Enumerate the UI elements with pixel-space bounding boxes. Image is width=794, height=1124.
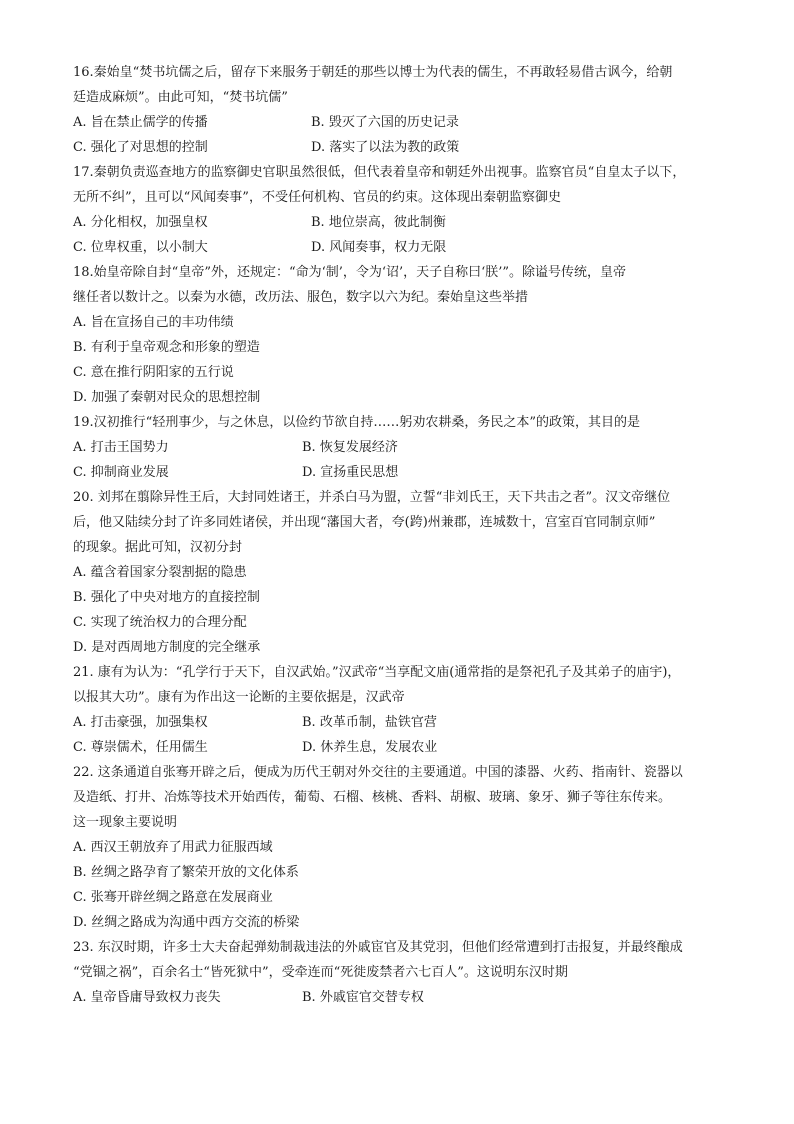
option-c[interactable]: C. 抑制商业发展 <box>73 465 169 480</box>
option-b[interactable]: B. 地位崇高，彼此制衡 <box>311 215 446 230</box>
option-a[interactable]: A. 打击豪强，加强集权 <box>73 715 208 730</box>
option-c[interactable]: C. 张骞开辟丝绸之路意在发展商业 <box>73 890 273 905</box>
question-stem-line: 廷造成麻烦”。由此可知，“焚书坑儒” <box>73 90 288 105</box>
option-d[interactable]: D. 加强了秦朝对民众的思想控制 <box>73 390 261 405</box>
question-stem-line: 及造纸、打井、冶炼等技术开始西传，葡萄、石榴、核桃、香料、胡椒、玻璃、象牙、狮子等往东传来。 <box>73 790 672 805</box>
question-stem-line: 16.秦始皇“焚书坑儒之后，留存下来服务于朝廷的那些以博士为代表的儒生，不再敢轻易借古讽今，给朝 <box>73 65 673 80</box>
option-b[interactable]: B. 丝绸之路孕育了繁荣开放的文化体系 <box>73 865 299 880</box>
option-b[interactable]: B. 毁灭了六国的历史记录 <box>311 115 459 130</box>
option-c[interactable]: C. 意在推行阴阳家的五行说 <box>73 365 234 380</box>
question-stem-line: 继任者以数计之。以秦为水德，改历法、服色，数字以六为纪。秦始皇这些举措 <box>73 290 529 305</box>
question-stem-line: 的现象。据此可知，汉初分封 <box>73 540 243 555</box>
option-d[interactable]: D. 风闻奏事，权力无限 <box>311 240 447 255</box>
option-a[interactable]: A. 蕴含着国家分裂割据的隐患 <box>73 565 247 580</box>
question-stem-line: 无所不纠”，且可以“风闻奏事”，不受任何机构、官员的约束。这体现出秦朝监察御史 <box>73 190 561 205</box>
question-stem-line: 17.秦朝负责巡查地方的监察御史官职虽然很低，但代表着皇帝和朝廷外出视事。监察官员“自皇太子以下， <box>73 165 686 180</box>
option-b[interactable]: B. 恢复发展经济 <box>302 440 398 455</box>
option-c[interactable]: C. 实现了统治权力的合理分配 <box>73 615 247 630</box>
option-b[interactable]: B. 有利于皇帝观念和形象的塑造 <box>73 340 260 355</box>
question-stem-line: 21. 康有为认为：“孔学行于天下，自汉武始。”汉武帝“当享配文庙(通常指的是祭祀孔子及其弟子的庙宇)， <box>73 665 681 680</box>
option-d[interactable]: D. 是对西周地方制度的完全继承 <box>73 640 261 655</box>
option-a[interactable]: A. 皇帝昏庸导致权力丧失 <box>73 990 221 1005</box>
option-b[interactable]: B. 外戚宦官交替专权 <box>302 990 424 1005</box>
option-d[interactable]: D. 落实了以法为教的政策 <box>311 140 460 155</box>
option-c[interactable]: C. 尊崇儒术，任用儒生 <box>73 740 208 755</box>
question-stem-line: 这一现象主要说明 <box>73 815 178 830</box>
question-stem-line: 18.始皇帝除自封“皇帝”外，还规定：“命为‘制’，令为‘诏’，天子自称曰‘朕’”。除谥号传统，皇帝 <box>73 265 627 280</box>
question-stem-line: 19.汉初推行“轻刑事少，与之休息，以俭约节欲自持……躬劝农耕桑，务民之本”的政策，其目的是 <box>73 415 640 430</box>
option-b[interactable]: B. 强化了中央对地方的直接控制 <box>73 590 260 605</box>
option-a[interactable]: A. 分化相权，加强皇权 <box>73 215 208 230</box>
option-a[interactable]: A. 旨在禁止儒学的传播 <box>73 115 208 130</box>
option-d[interactable]: D. 丝绸之路成为沟通中西方交流的桥梁 <box>73 915 300 930</box>
question-stem-line: 以报其大功”。康有为作出这一论断的主要依据是，汉武帝 <box>73 690 405 705</box>
option-a[interactable]: A. 打击王国势力 <box>73 440 169 455</box>
question-stem-line: 22. 这条通道自张骞开辟之后，便成为历代王朝对外交往的主要通道。中国的漆器、火药、指南针、瓷器以 <box>73 765 683 780</box>
option-c[interactable]: C. 位卑权重，以小制大 <box>73 240 208 255</box>
question-stem-line: “党锢之祸”，百余名士“皆死狱中”，受牵连而“死徙废禁者六七百人”。这说明东汉时期 <box>73 965 568 980</box>
option-b[interactable]: B. 改革币制，盐铁官营 <box>302 715 437 730</box>
option-a[interactable]: A. 西汉王朝放弃了用武力征服西域 <box>73 840 273 855</box>
option-d[interactable]: D. 宣扬重民思想 <box>302 465 399 480</box>
option-c[interactable]: C. 强化了对思想的控制 <box>73 140 208 155</box>
option-d[interactable]: D. 休养生息，发展农业 <box>302 740 438 755</box>
question-stem-line: 23. 东汉时期，许多士大夫奋起弹劾制裁违法的外戚宦官及其党羽，但他们经常遭到打击报复，并最终酿成 <box>73 940 683 955</box>
question-stem-line: 后，他又陆续分封了许多同姓诸侯，并出现“藩国大者，夸(跨)州兼郡，连城数十，宫室百官同制京师” <box>73 515 656 530</box>
question-stem-line: 20. 刘邦在翦除异性王后，大封同姓诸王，并杀白马为盟，立誓“非刘氏王，天下共击之者”。汉文帝继位 <box>73 490 671 505</box>
option-a[interactable]: A. 旨在宣扬自己的丰功伟绩 <box>73 315 234 330</box>
